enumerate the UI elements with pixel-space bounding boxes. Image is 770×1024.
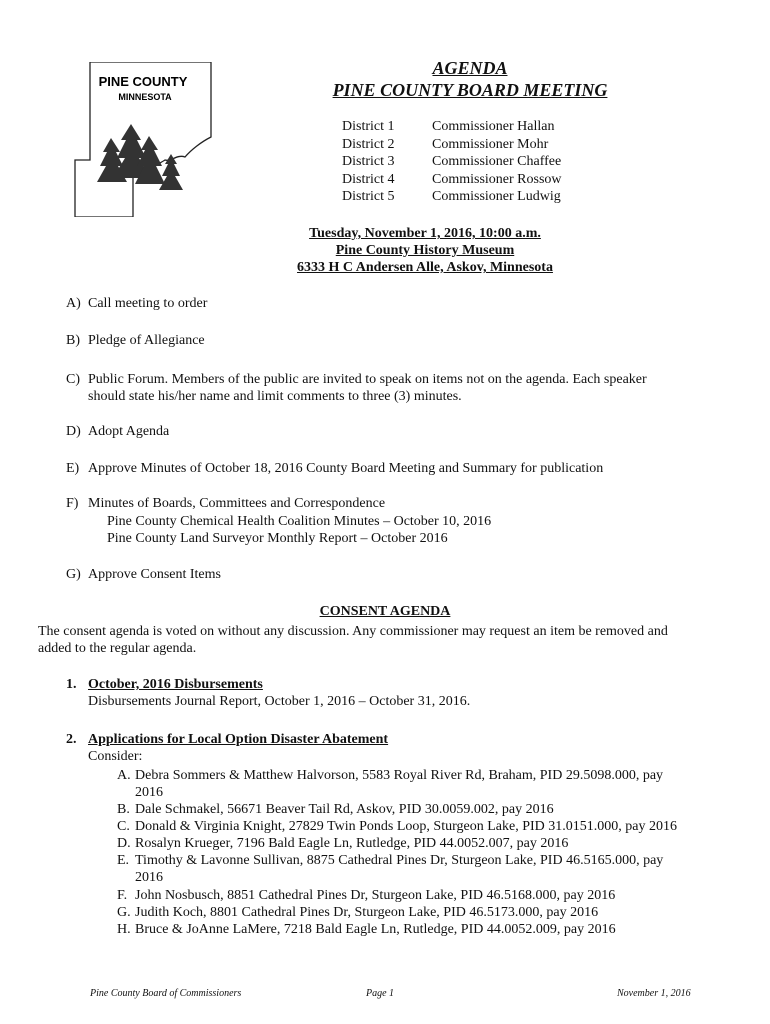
abatement-text: Judith Koch, 8801 Cathedral Pines Dr, Sturgeon Lake, PID 46.5173.000, pay 2016	[135, 905, 599, 920]
agenda-title: AGENDA	[432, 58, 508, 78]
agenda-item	[66, 460, 603, 477]
item-text: Public Forum. Members of the public are invited to speak on items not on the agenda. Each speaker	[88, 372, 647, 387]
consent-heading: CONSENT AGENDA	[319, 604, 451, 619]
item-text: Minutes of Boards, Committees and Correspondence	[88, 496, 386, 511]
footer-org: Pine County Board of Commissioners	[90, 988, 242, 999]
district-name: District 3	[342, 154, 395, 170]
item-letter: F)	[66, 496, 79, 511]
item-letter: D)	[66, 424, 81, 439]
meeting-venue: Pine County History Museum	[335, 243, 515, 258]
commissioner-name: Commissioner Mohr	[432, 136, 549, 152]
consent-item-title: October, 2016 Disbursements	[88, 677, 263, 692]
abatement-letter: D.	[117, 836, 131, 851]
abatement-item	[117, 835, 568, 852]
footer-page: Page 1	[366, 988, 395, 999]
district-row	[342, 136, 562, 154]
abatement-text: Rosalyn Krueger, 7196 Bald Eagle Ln, Rutledge, PID 44.0052.007, pay 2016	[135, 836, 569, 851]
district-name: District 4	[342, 171, 395, 187]
district-row	[342, 188, 562, 206]
item-text: Adopt Agenda	[88, 424, 170, 439]
district-name: District 1	[342, 119, 395, 134]
abatement-item	[117, 852, 663, 869]
abatement-text: Timothy & Lavonne Sullivan, 8875 Cathedral Pines Dr, Sturgeon Lake, PID 46.5165.000, pay	[135, 853, 664, 868]
item-letter: E)	[66, 461, 80, 476]
item-subline: Pine County Chemical Health Coalition Minutes – October 10, 2016	[107, 514, 492, 529]
district-row	[342, 118, 562, 136]
abatement-item	[117, 921, 616, 938]
abatement-text: Debra Sommers & Matthew Halvorson, 5583 Royal River Rd, Braham, PID 29.5098.000, pay	[135, 768, 664, 783]
abatement-letter: G.	[117, 905, 131, 920]
footer-date: November 1, 2016	[617, 988, 691, 999]
agenda-item	[66, 295, 207, 312]
meeting-date: Tuesday, November 1, 2016, 10:00 a.m.	[309, 226, 541, 241]
district-row	[342, 153, 562, 171]
abatement-item	[117, 904, 598, 921]
item-text: Approve Consent Items	[88, 567, 221, 582]
consent-item-title: Applications for Local Option Disaster Abatement	[88, 732, 389, 747]
consent-item-number: 2.	[66, 732, 77, 747]
abatement-item	[117, 818, 677, 835]
abatement-text-continued: 2016	[135, 870, 163, 885]
consent-item-desc: Disbursements Journal Report, October 1, 2016 – October 31, 2016.	[88, 694, 471, 709]
agenda-item	[66, 495, 385, 512]
district-row	[342, 171, 562, 189]
abatement-text: Donald & Virginia Knight, 27829 Twin Ponds Loop, Sturgeon Lake, PID 31.0151.000, pay 2016	[135, 819, 677, 834]
abatement-letter: C.	[117, 819, 130, 834]
abatement-item	[117, 801, 554, 818]
commissioner-name: Commissioner Ludwig	[432, 189, 561, 205]
consent-item	[66, 731, 388, 748]
item-letter: B)	[66, 333, 80, 348]
abatement-letter: E.	[117, 853, 130, 868]
logo-line1: PINE COUNTY	[98, 74, 188, 89]
county-logo	[73, 62, 213, 217]
item-subline: Pine County Land Surveyor Monthly Report – October 2016	[107, 531, 448, 546]
item-letter: A)	[66, 296, 81, 311]
item-text-continued: should state his/her name and limit comments to three (3) minutes.	[88, 389, 462, 404]
consent-item	[66, 676, 263, 693]
item-text: Approve Minutes of October 18, 2016 County Board Meeting and Summary for publication	[88, 461, 604, 476]
commissioner-name: Commissioner Chaffee	[432, 154, 562, 170]
district-name: District 5	[342, 189, 395, 205]
district-name: District 2	[342, 136, 395, 152]
commissioner-name: Commissioner Hallan	[432, 119, 555, 134]
item-letter: G)	[66, 567, 81, 582]
commissioner-name: Commissioner Rossow	[432, 171, 562, 187]
abatement-letter: B.	[117, 802, 130, 817]
consent-intro-continued: added to the regular agenda.	[38, 641, 197, 656]
item-text: Call meeting to order	[88, 296, 208, 311]
district-list	[342, 118, 562, 206]
abatement-text: John Nosbusch, 8851 Cathedral Pines Dr, Sturgeon Lake, PID 46.5168.000, pay 2016	[135, 888, 616, 903]
abatement-letter: H.	[117, 922, 131, 937]
abatement-text: Dale Schmakel, 56671 Beaver Tail Rd, Askov, PID 30.0059.002, pay 2016	[135, 802, 554, 817]
abatement-item	[117, 887, 615, 904]
abatement-text-continued: 2016	[135, 785, 163, 800]
abatement-text: Bruce & JoAnne LaMere, 7218 Bald Eagle Ln, Rutledge, PID 44.0052.009, pay 2016	[135, 922, 616, 937]
meeting-title: PINE COUNTY BOARD MEETING	[332, 80, 608, 100]
abatement-item	[117, 767, 663, 784]
agenda-item	[66, 371, 647, 388]
agenda-item	[66, 423, 169, 440]
logo-line2: MINNESOTA	[118, 92, 172, 102]
item-text: Pledge of Allegiance	[88, 333, 205, 348]
consent-item-desc: Consider:	[88, 749, 143, 764]
abatement-letter: F.	[117, 888, 128, 903]
agenda-item	[66, 566, 221, 583]
agenda-item	[66, 332, 205, 349]
consent-intro: The consent agenda is voted on without any discussion. Any commissioner may request an item be removed and	[38, 624, 668, 639]
item-letter: C)	[66, 372, 80, 387]
consent-item-number: 1.	[66, 677, 77, 692]
meeting-address: 6333 H C Andersen Alle, Askov, Minnesota	[297, 260, 553, 275]
abatement-letter: A.	[117, 768, 131, 783]
